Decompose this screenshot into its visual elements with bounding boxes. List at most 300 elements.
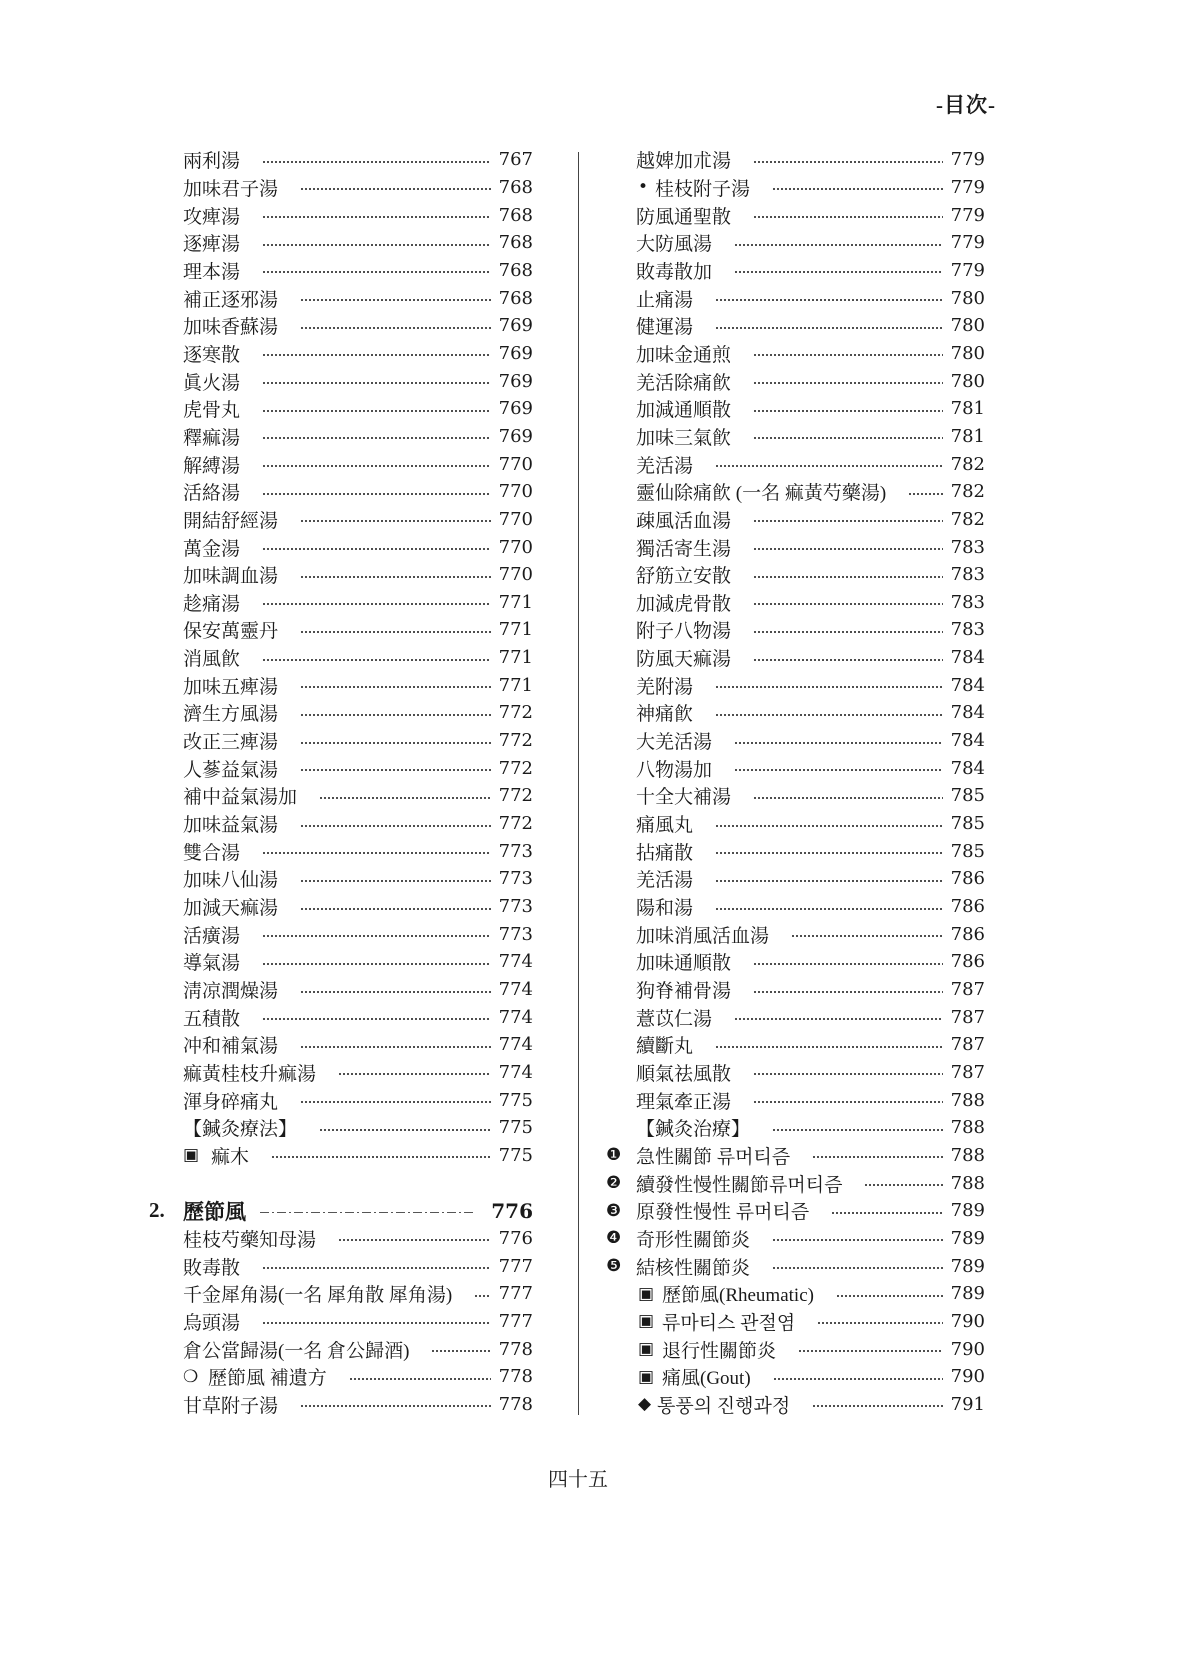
entry-title: 釋痲湯 xyxy=(183,427,241,449)
page-number: 768 xyxy=(498,176,533,198)
entry-title: 痲黃桂枝升痲湯 xyxy=(183,1063,317,1085)
toc-entry xyxy=(604,1225,985,1253)
toc-entry xyxy=(183,257,533,285)
dot-leader xyxy=(262,603,491,605)
dot-leader xyxy=(715,1046,943,1048)
entry-title: 류마티스 관절염 xyxy=(662,1312,796,1334)
toc-entry xyxy=(604,1031,985,1059)
entry-title: 加味君子湯 xyxy=(183,178,279,200)
dot-leader xyxy=(300,991,491,993)
entry-title: 疎風活血湯 xyxy=(636,510,732,532)
page-number: 774 xyxy=(498,1061,533,1083)
dot-leader xyxy=(734,1018,943,1020)
entry-title: 拈痛散 xyxy=(636,842,694,864)
dot-leader xyxy=(753,216,943,218)
page-number: 775 xyxy=(498,1089,533,1111)
toc-entry xyxy=(604,1003,985,1031)
toc-entry xyxy=(604,229,985,257)
toc-entry xyxy=(604,616,985,644)
dot-leader xyxy=(262,1018,491,1020)
page-number: 771 xyxy=(498,647,533,669)
toc-entry xyxy=(604,1169,985,1197)
dot-leader xyxy=(753,1073,943,1075)
entry-title: 濟生方風湯 xyxy=(183,704,279,726)
page-number: 782 xyxy=(950,508,985,530)
toc-right-column xyxy=(604,146,985,1418)
dot-leader xyxy=(300,686,491,688)
entry-title: 【鍼灸療法】 xyxy=(183,1119,298,1141)
toc-entry xyxy=(183,423,533,451)
page-number: 790 xyxy=(950,1366,985,1388)
dot-leader xyxy=(715,908,943,910)
dot-leader xyxy=(300,825,491,827)
dot-leader xyxy=(715,880,943,882)
page-number: 791 xyxy=(950,1393,985,1415)
entry-title: 倉公當歸湯(一名 倉公歸酒) xyxy=(183,1340,410,1362)
entry-title: 千金犀角湯(一名 犀角散 犀角湯) xyxy=(183,1285,453,1307)
toc-entry xyxy=(183,976,533,1004)
dot-leader xyxy=(262,382,491,384)
entry-title: 兩利湯 xyxy=(183,151,241,173)
page-number: 777 xyxy=(498,1255,533,1277)
toc-entry xyxy=(183,1225,533,1253)
toc-entry xyxy=(183,1031,533,1059)
entry-title: 大羌活湯 xyxy=(636,732,713,754)
page-number: 783 xyxy=(950,619,985,641)
boxed-square-bullet-icon: ▣ xyxy=(638,1283,655,1304)
toc-entry xyxy=(183,893,533,921)
page-number: 774 xyxy=(498,979,533,1001)
page-number: 777 xyxy=(498,1310,533,1332)
toc-left-column xyxy=(149,146,533,1418)
page-number: 774 xyxy=(498,951,533,973)
entry-title: 附子八物湯 xyxy=(636,621,732,643)
section-page-number: 776 xyxy=(491,1198,533,1223)
toc-entry xyxy=(183,561,533,589)
dash-dot-leader xyxy=(260,1212,475,1214)
dot-leader xyxy=(715,714,943,716)
dot-leader xyxy=(300,1101,491,1103)
dot-leader xyxy=(262,935,491,937)
page-number: 779 xyxy=(950,259,985,281)
page-number: 784 xyxy=(950,730,985,752)
dot-leader xyxy=(338,1239,491,1241)
toc-entry xyxy=(604,1335,985,1363)
page-number: 790 xyxy=(950,1310,985,1332)
toc-entry xyxy=(183,340,533,368)
section-number: 2. xyxy=(149,1198,165,1223)
dot-leader xyxy=(715,825,943,827)
page-number: 780 xyxy=(950,287,985,309)
entry-title: 加減通順散 xyxy=(636,400,732,422)
page-number: 770 xyxy=(498,508,533,530)
toc-entry xyxy=(604,395,985,423)
dot-leader xyxy=(734,769,943,771)
entry-title: 續發性慢性關節류머티즘 xyxy=(636,1174,843,1196)
toc-entry xyxy=(604,174,985,202)
entry-title: 開結舒經湯 xyxy=(183,510,279,532)
page-number: 778 xyxy=(498,1393,533,1415)
entry-title: 補中益氣湯加 xyxy=(183,787,298,809)
dot-leader xyxy=(753,991,943,993)
dot-leader xyxy=(864,1184,942,1186)
dot-leader xyxy=(772,1267,943,1269)
entry-title: 桂枝附子湯 xyxy=(655,178,751,200)
dot-leader xyxy=(753,437,943,439)
toc-entry xyxy=(604,754,985,782)
dot-leader xyxy=(300,299,491,301)
toc-entry xyxy=(604,1252,985,1280)
entry-title: 雙合湯 xyxy=(183,842,241,864)
toc-entry xyxy=(183,1142,533,1170)
page-number: 787 xyxy=(950,1061,985,1083)
toc-entry xyxy=(604,284,985,312)
entry-title: 急性關節 류머티즘 xyxy=(636,1146,791,1168)
dot-leader xyxy=(753,631,943,633)
page-number: 781 xyxy=(950,398,985,420)
entry-title: 攻痺湯 xyxy=(183,206,241,228)
page-number: 769 xyxy=(498,315,533,337)
page-number: 773 xyxy=(498,868,533,890)
entry-title: 渾身碎痛丸 xyxy=(183,1091,279,1113)
toc-entry xyxy=(604,948,985,976)
entry-title: 神痛飮 xyxy=(636,704,694,726)
boxed-square-bullet-icon: ▣ xyxy=(638,1339,655,1360)
toc-entry xyxy=(604,561,985,589)
page-number: 770 xyxy=(498,564,533,586)
entry-title: 保安萬靈丹 xyxy=(183,621,279,643)
toc-entry xyxy=(183,589,533,617)
entry-title: 越婢加朮湯 xyxy=(636,151,732,173)
page-number: 774 xyxy=(498,1006,533,1028)
page-number: 786 xyxy=(950,923,985,945)
entry-title: 羌活湯 xyxy=(636,870,694,892)
dot-leader xyxy=(319,797,491,799)
toc-entry-list xyxy=(604,146,985,1418)
dot-leader xyxy=(262,1267,491,1269)
page-number: 789 xyxy=(950,1255,985,1277)
toc-entry xyxy=(604,920,985,948)
page-number: 772 xyxy=(498,730,533,752)
toc-entry xyxy=(183,837,533,865)
entry-title: 防風天痲湯 xyxy=(636,649,732,671)
page-number: 772 xyxy=(498,757,533,779)
toc-entry xyxy=(604,699,985,727)
dot-leader xyxy=(753,382,943,384)
dot-leader xyxy=(300,188,491,190)
page-number: 772 xyxy=(498,702,533,724)
entry-title: 桂枝芍藥知母湯 xyxy=(183,1229,317,1251)
page-number: 773 xyxy=(498,896,533,918)
toc-entry xyxy=(183,478,533,506)
page-number: 786 xyxy=(950,868,985,890)
dot-leader xyxy=(715,299,943,301)
dot-leader xyxy=(262,493,491,495)
dot-leader xyxy=(753,576,943,578)
toc-entry xyxy=(183,1391,533,1419)
page-number: 771 xyxy=(498,619,533,641)
dot-leader xyxy=(300,520,491,522)
page-number: 769 xyxy=(498,342,533,364)
circled-number-marker: ❶ xyxy=(606,1145,622,1166)
dot-leader xyxy=(734,244,943,246)
toc-entry xyxy=(604,1086,985,1114)
entry-title: 消風飮 xyxy=(183,649,241,671)
page-number: 785 xyxy=(950,813,985,835)
toc-entry xyxy=(183,754,533,782)
entry-title: 八物湯加 xyxy=(636,759,713,781)
toc-entry xyxy=(183,1114,533,1142)
page-number: 782 xyxy=(950,481,985,503)
entry-title: 歷節風 補遺方 xyxy=(208,1368,327,1390)
dot-leader xyxy=(812,1405,942,1407)
page-number: 779 xyxy=(950,232,985,254)
dot-leader xyxy=(908,493,942,495)
toc-entry xyxy=(604,1197,985,1225)
entry-title: 통풍의 진행과정 xyxy=(657,1395,791,1417)
page-number: 772 xyxy=(498,785,533,807)
entry-title: 結核性關節炎 xyxy=(636,1257,751,1279)
page-number: 779 xyxy=(950,176,985,198)
dot-leader xyxy=(319,1129,491,1131)
page-number: 785 xyxy=(950,785,985,807)
page-number: 787 xyxy=(950,979,985,1001)
dot-leader xyxy=(300,742,491,744)
dot-leader xyxy=(262,271,491,273)
toc-entry xyxy=(183,699,533,727)
dot-leader xyxy=(817,1322,942,1324)
dot-leader xyxy=(753,354,943,356)
dot-leader xyxy=(262,465,491,467)
page-folio: 四十五 xyxy=(548,1469,608,1491)
entry-title: 冲和補氣湯 xyxy=(183,1036,279,1058)
page-number: 769 xyxy=(498,425,533,447)
entry-title: 止痛湯 xyxy=(636,289,694,311)
page-number: 771 xyxy=(498,591,533,613)
dot-leader xyxy=(753,520,943,522)
dot-leader xyxy=(338,1073,491,1075)
page-number: 788 xyxy=(950,1172,985,1194)
toc-entry xyxy=(604,367,985,395)
page-number: 767 xyxy=(498,149,533,171)
entry-title: 十全大補湯 xyxy=(636,787,732,809)
page-number: 770 xyxy=(498,536,533,558)
toc-entry xyxy=(183,450,533,478)
entry-title: 烏頭湯 xyxy=(183,1312,241,1334)
page-number: 784 xyxy=(950,647,985,669)
dot-leader xyxy=(300,631,491,633)
dot-leader xyxy=(753,1101,943,1103)
page-number: 779 xyxy=(950,204,985,226)
page-number: 786 xyxy=(950,896,985,918)
entry-title: 加味八仙湯 xyxy=(183,870,279,892)
toc-entry xyxy=(183,1335,533,1363)
entry-title: 加減虎骨散 xyxy=(636,593,732,615)
dot-leader xyxy=(791,935,943,937)
toc-entry xyxy=(183,284,533,312)
dot-leader xyxy=(773,1378,943,1380)
toc-entry-list xyxy=(183,146,533,1169)
dot-leader xyxy=(772,188,943,190)
toc-entry xyxy=(183,506,533,534)
dot-leader xyxy=(262,548,491,550)
toc-entry xyxy=(183,1363,533,1391)
toc-entry xyxy=(604,533,985,561)
toc-entry xyxy=(604,312,985,340)
entry-title: 萬金湯 xyxy=(183,538,241,560)
dot-leader xyxy=(753,963,943,965)
entry-title: 【鍼灸治療】 xyxy=(636,1119,751,1141)
page-number: 773 xyxy=(498,923,533,945)
entry-title: 痲木 xyxy=(211,1146,250,1168)
toc-entry-list xyxy=(183,1225,533,1419)
toc-entry xyxy=(183,671,533,699)
boxed-square-bullet-icon: ▣ xyxy=(638,1366,655,1387)
toc-entry xyxy=(604,257,985,285)
page-number: 783 xyxy=(950,536,985,558)
toc-entry xyxy=(604,1308,985,1336)
toc-entry xyxy=(604,671,985,699)
entry-title: 獨活寄生湯 xyxy=(636,538,732,560)
page-number: 789 xyxy=(950,1227,985,1249)
toc-section-2 xyxy=(149,1197,533,1418)
running-header: -目次- xyxy=(936,93,996,117)
boxed-square-bullet-icon: ▣ xyxy=(638,1311,655,1332)
entry-title: 靈仙除痛飮 (一名 痲黃芍藥湯) xyxy=(636,483,887,505)
toc-entry xyxy=(183,367,533,395)
page-number: 776 xyxy=(498,1227,533,1249)
entry-title: 加味三氣飮 xyxy=(636,427,732,449)
dot-leader xyxy=(715,852,943,854)
page-number: 778 xyxy=(498,1366,533,1388)
toc-entry xyxy=(183,395,533,423)
toc-entry xyxy=(604,478,985,506)
entry-title: 補正逐邪湯 xyxy=(183,289,279,311)
entry-title: 趁痛湯 xyxy=(183,593,241,615)
page-number: 769 xyxy=(498,398,533,420)
page-number: 789 xyxy=(950,1200,985,1222)
page-number: 770 xyxy=(498,453,533,475)
page-number: 768 xyxy=(498,204,533,226)
page-number: 784 xyxy=(950,702,985,724)
entry-title: 五積散 xyxy=(183,1008,241,1030)
dot-leader xyxy=(812,1156,942,1158)
page-number: 790 xyxy=(950,1338,985,1360)
dot-leader xyxy=(262,963,491,965)
page-number: 777 xyxy=(498,1283,533,1305)
entry-title: 加味消風活血湯 xyxy=(636,925,770,947)
dot-leader xyxy=(753,161,943,163)
toc-entry xyxy=(183,1280,533,1308)
dot-leader xyxy=(262,161,491,163)
entry-title: 虎骨丸 xyxy=(183,400,241,422)
toc-entry xyxy=(183,1086,533,1114)
toc-entry xyxy=(604,1280,985,1308)
dot-leader xyxy=(262,852,491,854)
dot-leader xyxy=(753,548,943,550)
page-number: 773 xyxy=(498,840,533,862)
section-heading xyxy=(149,1197,533,1225)
page-number: 779 xyxy=(950,149,985,171)
dot-leader xyxy=(753,603,943,605)
dot-leader xyxy=(262,659,491,661)
dot-leader xyxy=(772,1239,943,1241)
entry-title: 痛風丸 xyxy=(636,815,694,837)
page-number: 787 xyxy=(950,1006,985,1028)
toc-entry xyxy=(604,865,985,893)
page-number: 780 xyxy=(950,315,985,337)
dot-leader xyxy=(262,216,491,218)
dot-leader xyxy=(262,410,491,412)
entry-title: 原發性慢性 류머티즘 xyxy=(636,1202,810,1224)
circled-number-marker: ❺ xyxy=(606,1256,622,1277)
dot-leader xyxy=(715,686,943,688)
circled-number-marker: ❸ xyxy=(606,1200,622,1221)
column-divider xyxy=(578,152,579,1415)
toc-entry xyxy=(604,423,985,451)
page-number: 772 xyxy=(498,813,533,835)
toc-entry xyxy=(604,450,985,478)
dot-leader xyxy=(753,659,943,661)
toc-entry xyxy=(604,1391,985,1419)
toc-entry xyxy=(183,1308,533,1336)
toc-entry xyxy=(183,174,533,202)
toc-entry xyxy=(183,229,533,257)
circled-number-marker: ❹ xyxy=(606,1228,622,1249)
toc-entry xyxy=(604,1114,985,1142)
entry-title: 陽和湯 xyxy=(636,898,694,920)
page-number: 784 xyxy=(950,757,985,779)
toc-entry xyxy=(183,810,533,838)
toc-entry xyxy=(183,616,533,644)
toc-entry xyxy=(604,201,985,229)
dot-leader xyxy=(753,410,943,412)
diamond-bullet-icon: ◆ xyxy=(638,1394,652,1415)
entry-title: 狗脊補骨湯 xyxy=(636,981,732,1003)
entry-title: 加味金通煎 xyxy=(636,344,732,366)
page-number: 788 xyxy=(950,1089,985,1111)
toc-entry xyxy=(183,1059,533,1087)
toc-entry xyxy=(604,893,985,921)
page-number: 768 xyxy=(498,259,533,281)
entry-title: 羌附湯 xyxy=(636,676,694,698)
circle-bullet-icon: ❍ xyxy=(183,1366,199,1387)
dot-leader xyxy=(262,354,491,356)
entry-title: 痛風(Gout) xyxy=(662,1368,751,1390)
entry-title: 羌活湯 xyxy=(636,455,694,477)
entry-title: 歷節風(Rheumatic) xyxy=(662,1285,814,1307)
entry-title: 逐寒散 xyxy=(183,344,241,366)
toc-entry xyxy=(604,1363,985,1391)
entry-title: 眞火湯 xyxy=(183,372,241,394)
page-number: 771 xyxy=(498,674,533,696)
toc-entry xyxy=(604,589,985,617)
dot-leader xyxy=(772,1129,943,1131)
page-number: 784 xyxy=(950,674,985,696)
dot-leader xyxy=(836,1295,943,1297)
dot-leader xyxy=(715,465,943,467)
dot-leader xyxy=(300,1046,491,1048)
entry-title: 舒筋立安散 xyxy=(636,566,732,588)
page-number: 770 xyxy=(498,481,533,503)
entry-title: 人蔘益氣湯 xyxy=(183,759,279,781)
dot-leader xyxy=(262,437,491,439)
toc-entry xyxy=(183,533,533,561)
dot-leader xyxy=(715,327,943,329)
entry-title: 順氣祛風散 xyxy=(636,1063,732,1085)
dot-leader xyxy=(753,797,943,799)
entry-title: 甘草附子湯 xyxy=(183,1395,279,1417)
